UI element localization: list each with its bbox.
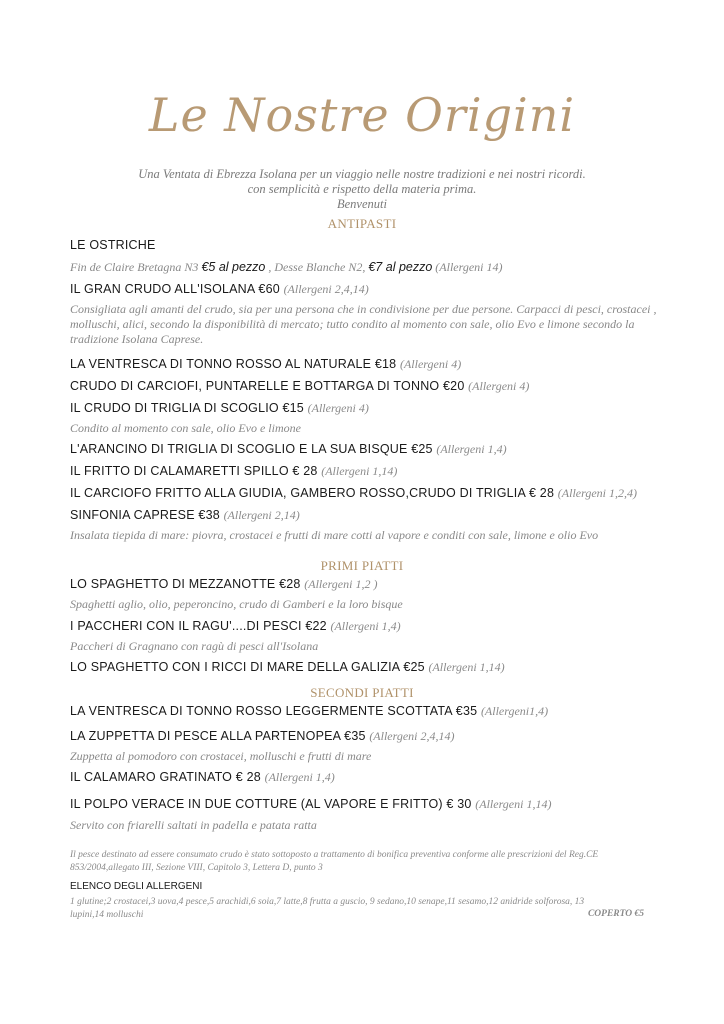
- dish-paccheri: [70, 619, 670, 634]
- dish-name: LA VENTRESCA DI TONNO ROSSO LEGGERMENTE SCOTTATA €35: [70, 704, 481, 718]
- menu-title: Le Nostre Origini: [148, 88, 576, 142]
- dish-allergens: (Allergeni 1,14): [475, 797, 552, 811]
- dish-allergens: (Allergeni 1,2 ): [304, 577, 378, 591]
- ostriche-variety-a: Fin de Claire Bretagna N3: [70, 260, 202, 274]
- dish-ventresca-scottata: [70, 704, 670, 719]
- intro-line-3: Benvenuti: [337, 197, 387, 211]
- dish-carciofo-giudia: [70, 486, 670, 501]
- dish-description: Paccheri di Gragnano con ragù di pesci all'Isolana: [70, 639, 319, 653]
- dish-name: LO SPAGHETTO CON I RICCI DI MARE DELLA GALIZIA €25: [70, 660, 429, 674]
- dish-allergens: (Allergeni 4): [307, 401, 369, 415]
- ostriche-variety-b: , Desse Blanche N2,: [265, 260, 369, 274]
- dish-description: Condito al momento con sale, olio Evo e limone: [70, 421, 301, 435]
- dish-sinfonia-caprese: [70, 508, 670, 523]
- dish-allergens: (Allergeni 2,14): [223, 508, 300, 522]
- section-heading-antipasti: ANTIPASTI: [327, 216, 397, 231]
- dish-description: Spaghetti aglio, olio, peperoncino, crudo di Gamberi e la loro bisque: [70, 597, 403, 611]
- dish-name: CRUDO DI CARCIOFI, PUNTARELLE E BOTTARGA DI TONNO €20: [70, 379, 469, 393]
- dish-allergens: (Allergeni 4): [399, 357, 462, 371]
- dish-fritto-calamaretti: [70, 464, 670, 479]
- ostriche-varieties: [70, 260, 660, 275]
- dish-name: IL CRUDO DI TRIGLIA DI SCOGLIO €15: [70, 401, 308, 415]
- ostriche-price-b: €7 al pezzo: [368, 260, 433, 274]
- dish-name: I PACCHERI CON IL RAGU'....DI PESCI €22: [70, 619, 331, 633]
- dish-description: Insalata tiepida di mare: piovra, crostacei e frutti di mare cotti al vapore e conditi con sale, limone e olio Evo: [70, 528, 599, 542]
- coperto-charge: COPERTO €5: [587, 909, 644, 919]
- dish-name: LO SPAGHETTO DI MEZZANOTTE €28: [70, 577, 305, 591]
- dish-name: IL FRITTO DI CALAMARETTI SPILLO € 28: [70, 464, 322, 478]
- dish-allergens: (Allergeni 1,4): [264, 770, 335, 784]
- dish-gran-crudo: [70, 282, 670, 297]
- dish-description: Zuppetta al pomodoro con crostacei, molluschi e frutti di mare: [70, 749, 372, 763]
- dish-name: IL POLPO VERACE IN DUE COTTURE (AL VAPORE E FRITTO) € 30: [70, 797, 476, 811]
- dish-crudo-triglia: [70, 401, 670, 416]
- dish-spaghetto-mezzanotte: [70, 577, 670, 592]
- dish-name: LA VENTRESCA DI TONNO ROSSO AL NATURALE €18: [70, 357, 400, 371]
- intro-line-1: Una Ventata di Ebrezza Isolana per un viaggio nelle nostre tradizioni e nei nostri ricordi.: [138, 167, 586, 181]
- dish-ostriche: LE OSTRICHE: [70, 238, 156, 252]
- intro-line-2: con semplicità e rispetto della materia prima.: [247, 182, 477, 196]
- dish-name: IL CARCIOFO FRITTO ALLA GIUDIA, GAMBERO ROSSO,CRUDO DI TRIGLIA € 28: [70, 486, 558, 500]
- dish-name: SINFONIA CAPRESE €38: [70, 508, 224, 522]
- dish-zuppetta: [70, 729, 670, 744]
- ostriche-price-a: €5 al pezzo: [201, 260, 266, 274]
- dish-allergens: (Allergeni1,4): [480, 704, 549, 718]
- dish-name: IL CALAMARO GRATINATO € 28: [70, 770, 265, 784]
- dish-polpo-verace: [70, 797, 670, 812]
- dish-allergens: (Allergeni 1,4): [436, 442, 507, 456]
- dish-arancino: [70, 442, 670, 457]
- dish-allergens: (Allergeni 1,4): [330, 619, 401, 633]
- dish-calamaro: [70, 770, 670, 785]
- dish-crudo-carciofi: [70, 379, 670, 394]
- dish-allergens: (Allergeni 4): [468, 379, 530, 393]
- allergen-list: 1 glutine;2 crostacei,3 uova,4 pesce,5 arachidi,6 soia,7 latte,8 frutta a guscio, 9 sedano,10 senape,11 sesamo,12 anidride solforosa, 13 lupini,14 molluschi: [70, 897, 585, 920]
- dish-spaghetto-ricci: [70, 660, 670, 675]
- dish-allergens: (Allergeni 1,14): [428, 660, 505, 674]
- raw-fish-note: Il pesce destinato ad essere consumato crudo è stato sottoposto a trattamento di bonifica preventiva conforme alle prescrizioni del Reg.CE 853/2004,allegato III, Sezione VIII, Capitolo 3, Lettera D, punto 3: [70, 850, 599, 873]
- dish-name: LA ZUPPETTA DI PESCE ALLA PARTENOPEA €35: [70, 729, 370, 743]
- dish-name: L'ARANCINO DI TRIGLIA DI SCOGLIO E LA SUA BISQUE €25: [70, 442, 437, 456]
- section-heading-secondi: SECONDI PIATTI: [310, 685, 414, 700]
- dish-allergens: (Allergeni 1,2,4): [557, 486, 637, 500]
- dish-allergens: (Allergeni 2,4,14): [283, 282, 369, 296]
- dish-allergens: (Allergeni 2,4,14): [369, 729, 455, 743]
- dish-ventresca-naturale: [70, 357, 670, 372]
- dish-name: IL GRAN CRUDO ALL'ISOLANA €60: [70, 282, 284, 296]
- ostriche-allergens: (Allergeni 14): [432, 260, 503, 274]
- allergen-list-heading: ELENCO DEGLI ALLERGENI: [70, 881, 203, 892]
- dish-description: Consigliata agli amanti del crudo, sia per una persona che in condivisione per due persone. Carpacci di pesci, crostacei , molluschi, alici, secondo la disponibilità di mercato; tutto condito al momento con sale, olio Evo e limone secondo la tradizione Isolana Caprese.: [70, 302, 657, 346]
- section-heading-primi: PRIMI PIATTI: [320, 558, 404, 573]
- dish-description: Servito con friarelli saltati in padella e patata ratta: [70, 818, 317, 832]
- dish-allergens: (Allergeni 1,14): [321, 464, 398, 478]
